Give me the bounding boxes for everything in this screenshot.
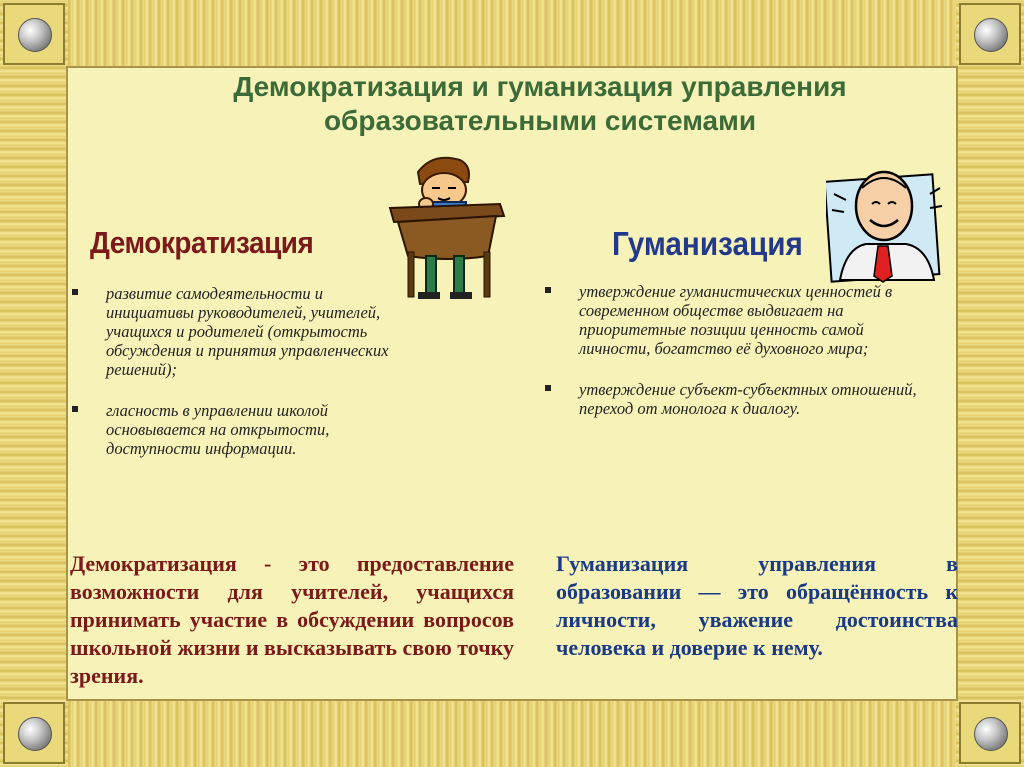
frame-right — [956, 0, 1024, 767]
knob-icon — [974, 717, 1008, 751]
smiling-man-illustration — [826, 158, 946, 283]
title-line-2: образовательными системами — [323, 105, 757, 136]
knob-icon — [18, 18, 52, 52]
knob-icon — [974, 18, 1008, 52]
bullet-icon — [72, 406, 78, 412]
bullet-text: утверждение субъект-субъектных отношений, переход от монолога к диалогу. — [579, 380, 917, 418]
humanization-bullet-list — [545, 282, 920, 440]
bullet-icon — [545, 385, 551, 391]
bullet-text: развитие самодеятельности и инициативы руководителей, учителей, учащихся и родителей (открытость обсуждения и принятия управленческих решений); — [106, 284, 389, 379]
corner-bottom-left — [3, 702, 65, 764]
page-title — [150, 70, 930, 138]
democratization-heading: Демократизация — [90, 225, 314, 260]
democratization-definition: Демократизация - это предоставление возможности для учителей, учащихся принимать участие в обсуждении вопросов школьной жизни и высказывать свою точку зрения. — [70, 551, 514, 688]
list-item — [72, 401, 412, 458]
frame-left — [0, 0, 68, 767]
list-item — [545, 380, 920, 418]
student-at-desk-illustration — [388, 152, 508, 302]
list-item — [545, 282, 920, 358]
democratization-bullet-list — [72, 284, 412, 480]
bullet-text: утверждение гуманистических ценностей в современном обществе выдвигает на приоритетные позиции ценность самой личности, богатство её духовного мира; — [579, 282, 893, 358]
knob-icon — [18, 717, 52, 751]
bullet-icon — [72, 289, 78, 295]
humanization-definition: Гуманизация управления в образовании — это обращённость к личности, уважение достоинства человека и доверие к нему. — [556, 551, 958, 660]
bullet-icon — [545, 287, 551, 293]
bullet-text: гласность в управлении школой основывается на открытости, доступности информации. — [106, 401, 330, 458]
humanization-heading: Гуманизация — [612, 225, 803, 262]
corner-top-left — [3, 3, 65, 65]
list-item — [72, 284, 412, 379]
corner-bottom-right — [959, 702, 1021, 764]
title-line-1: Демократизация и гуманизация управления — [233, 71, 847, 102]
frame-top — [0, 0, 1024, 68]
corner-top-right — [959, 3, 1021, 65]
frame-bottom — [0, 699, 1024, 767]
